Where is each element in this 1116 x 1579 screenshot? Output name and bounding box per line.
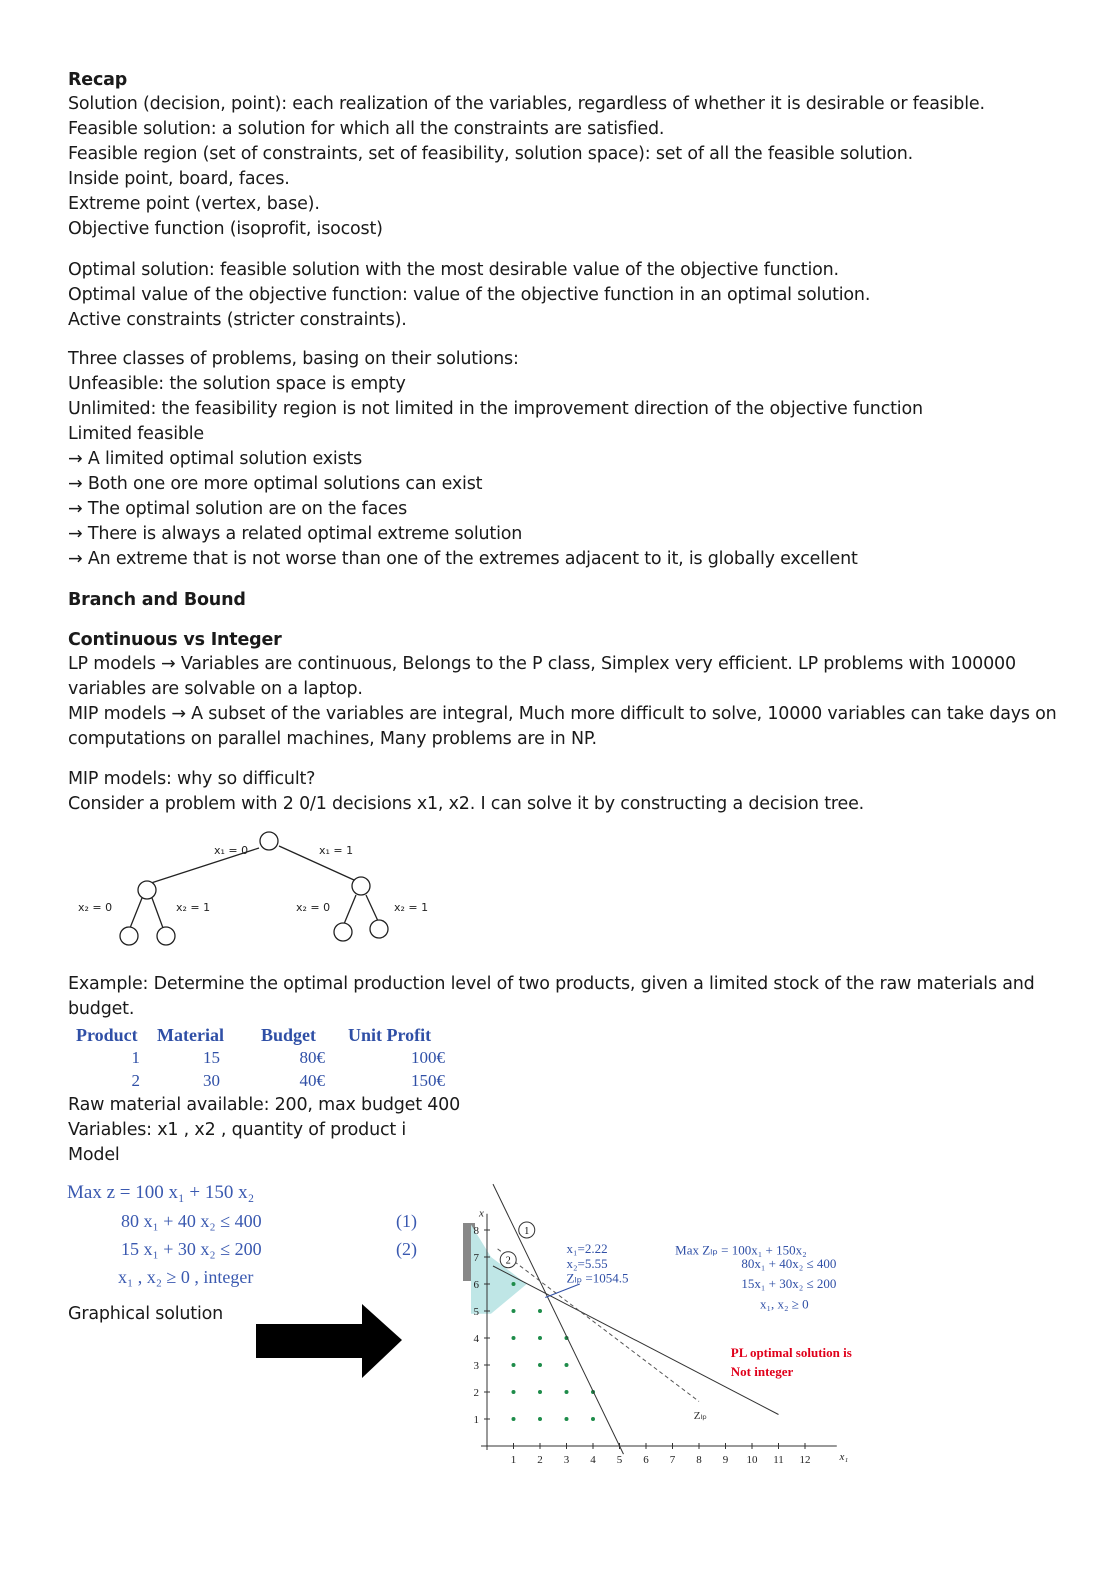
x-tick-label: 1	[510, 1454, 517, 1466]
integer-point	[538, 1309, 542, 1313]
raw-material-text: Raw material available: 200, max budget 400	[68, 1095, 461, 1115]
constraint-line	[493, 1184, 623, 1454]
recap-line: → There is always a related optimal extreme solution	[68, 524, 523, 544]
table-header: Product	[76, 1025, 138, 1045]
integer-point	[538, 1336, 542, 1340]
tree-root-node	[260, 832, 278, 850]
objective-line-label: Zₗₚ	[693, 1410, 707, 1422]
model-objective: Max z = 100 x₁ + 150 x₂	[67, 1182, 255, 1203]
mip-models-text: MIP models → A subset of the variables are integral, Much more difficult to solve, 10000 variables can take days on computations on parallel machines, Many problems are in NP.	[68, 704, 1057, 749]
recap-line: Unlimited: the feasibility region is not limited in the improvement direction of the objective function	[68, 399, 923, 419]
table-header: Budget	[261, 1025, 317, 1045]
model-constraint-3: x₁ , x₂ ≥ 0 , integer	[118, 1267, 254, 1287]
integer-point	[512, 1363, 516, 1367]
y-tick-label: 8	[473, 1225, 479, 1237]
model-constraint-2: 15 x₁ + 30 x₂ ≤ 200	[121, 1239, 262, 1259]
x-tick-label: 2	[537, 1454, 543, 1466]
mip-why-text: MIP models: why so difficult?	[68, 769, 316, 789]
tree-leaf-node	[120, 927, 138, 945]
tree-node	[138, 881, 156, 899]
table-cell: 100€	[411, 1048, 445, 1067]
tree-leaf-node	[370, 920, 388, 938]
section-title-continuous-integer: Continuous vs Integer	[68, 630, 282, 650]
y-tick-label: 4	[473, 1333, 479, 1345]
recap-line: → The optimal solution are on the faces	[68, 499, 408, 519]
integer-point	[512, 1336, 516, 1340]
section-title-branch-bound: Branch and Bound	[68, 590, 246, 610]
decision-tree-intro: Consider a problem with 2 0/1 decisions x1, x2. I can solve it by constructing a decision tree.	[68, 794, 865, 814]
graphical-solution-label: Graphical solution	[68, 1304, 224, 1324]
recap-title: Recap	[68, 70, 128, 90]
recap-line: Feasible region (set of constraints, set of feasibility, solution space): set of all the feasible solution.	[68, 144, 914, 164]
integer-point	[512, 1282, 516, 1286]
recap-line: Unfeasible: the solution space is empty	[68, 374, 406, 394]
model-constraint-2-number: (2)	[396, 1239, 417, 1259]
y-tick-label: 3	[473, 1360, 479, 1372]
integer-point	[538, 1390, 542, 1394]
x-tick-label: 6	[643, 1454, 649, 1466]
recap-line: Inside point, board, faces.	[68, 169, 290, 189]
tree-leaf-node	[157, 927, 175, 945]
tree-edge	[152, 898, 163, 928]
recap-line: Solution (decision, point): each realization of the variables, regardless of whether it is desirable or feasible.	[68, 94, 985, 114]
chart-model-objective: Max Zₗₚ = 100x₁ + 150x₂	[675, 1242, 807, 1258]
integer-point	[512, 1417, 516, 1421]
not-integer-note: PL optimal solution is	[730, 1344, 852, 1360]
table-header: Unit Profit	[348, 1025, 432, 1045]
tree-label: x₁ = 0	[214, 844, 249, 857]
y-axis-label: x	[479, 1207, 484, 1220]
tree-label: x₂ = 0	[78, 901, 113, 914]
y-tick-label: 6	[473, 1279, 479, 1291]
x-tick-label: 9	[722, 1454, 729, 1466]
not-integer-note: Not integer	[730, 1363, 794, 1379]
recap-line: Optimal value of the objective function: value of the objective function in an optimal solution.	[68, 285, 871, 305]
table-cell: 15	[203, 1048, 220, 1067]
x-tick-label: 3	[563, 1454, 570, 1466]
tree-edge	[344, 895, 356, 924]
constraint-marker-label: 2	[505, 1255, 511, 1267]
x-tick-label: 12	[799, 1454, 811, 1466]
constraint-marker-label: 1	[524, 1226, 530, 1237]
optimum-x2-label: x₂=5.55	[566, 1255, 608, 1271]
recap-line: Extreme point (vertex, base).	[68, 194, 320, 214]
recap-line: Limited feasible	[68, 424, 204, 444]
x-tick-label: 7	[669, 1454, 676, 1466]
tree-edge	[366, 895, 378, 921]
optimum-z-label: Zₗₚ =1054.5	[566, 1270, 629, 1286]
x-tick-label: 4	[590, 1454, 596, 1466]
table-cell: 1	[131, 1048, 140, 1067]
table-header: Material	[157, 1025, 224, 1045]
example-text: Example: Determine the optimal production level of two products, given a limited stock of the raw materials and budget.	[68, 974, 1035, 1019]
chart-model-constraint: 15x₁ + 30x₂ ≤ 200	[741, 1276, 837, 1292]
recap-line: Active constraints (stricter constraints).	[68, 310, 407, 330]
x-tick-label: 11	[773, 1454, 784, 1466]
chart-model-constraint: 80x₁ + 40x₂ ≤ 400	[741, 1255, 837, 1271]
integer-point	[565, 1417, 569, 1421]
model-constraint-1: 80 x₁ + 40 x₂ ≤ 400	[121, 1211, 262, 1231]
constraint-line	[493, 1266, 779, 1415]
tree-leaf-node	[334, 923, 352, 941]
integer-point	[591, 1417, 595, 1421]
integer-point	[565, 1390, 569, 1394]
x-tick-label: 5	[616, 1454, 623, 1466]
decision-tree-diagram	[70, 828, 450, 948]
table-cell: 2	[131, 1071, 140, 1090]
table-cell: 150€	[411, 1071, 445, 1090]
chart-model-constraint: x₁, x₂ ≥ 0	[759, 1296, 809, 1312]
integer-point	[565, 1363, 569, 1367]
tree-edge	[130, 898, 142, 928]
graphical-solution-chart	[455, 1207, 885, 1488]
x-axis-label: x₁	[839, 1451, 849, 1463]
recap-line: Objective function (isoprofit, isocost)	[68, 219, 383, 239]
tree-label: x₁ = 1	[319, 844, 354, 857]
integer-point	[538, 1363, 542, 1367]
variables-text: Variables: x1 , x2 , quantity of product i	[68, 1120, 407, 1140]
optimum-x1-label: x₁=2.22	[566, 1240, 608, 1256]
recap-line: → An extreme that is not worse than one of the extremes adjacent to it, is globally excellent	[68, 549, 858, 569]
arrow-right-icon	[254, 1302, 404, 1382]
model-label: Model	[68, 1145, 120, 1165]
recap-line: Feasible solution: a solution for which all the constraints are satisfied.	[68, 119, 665, 139]
x-tick-label: 10	[746, 1454, 758, 1466]
recap-line: Optimal solution: feasible solution with the most desirable value of the objective function.	[68, 260, 839, 280]
x-tick-label: 8	[696, 1454, 702, 1466]
table-cell: 30	[203, 1071, 220, 1090]
integer-point	[538, 1417, 542, 1421]
y-tick-label: 2	[473, 1387, 479, 1399]
optimum-pointer	[545, 1284, 579, 1298]
model-constraint-1-number: (1)	[396, 1211, 417, 1231]
recap-line: → A limited optimal solution exists	[68, 449, 363, 469]
y-tick-label: 7	[473, 1252, 479, 1264]
recap-line: Three classes of problems, basing on their solutions:	[68, 349, 519, 369]
integer-point	[512, 1309, 516, 1313]
tree-label: x₂ = 0	[296, 901, 331, 914]
recap-line: → Both one ore more optimal solutions can exist	[68, 474, 483, 494]
y-tick-label: 1	[473, 1414, 479, 1426]
integer-point	[512, 1390, 516, 1394]
tree-label: x₂ = 1	[394, 901, 429, 914]
tree-node	[352, 877, 370, 895]
tree-label: x₂ = 1	[176, 901, 211, 914]
y-tick-label: 5	[473, 1306, 479, 1318]
lp-models-text: LP models → Variables are continuous, Belongs to the P class, Simplex very efficient. LP problems with 100000 variables are solvable on a laptop.	[68, 654, 1016, 699]
table-cell: 40€	[299, 1071, 325, 1090]
table-cell: 80€	[299, 1048, 325, 1067]
